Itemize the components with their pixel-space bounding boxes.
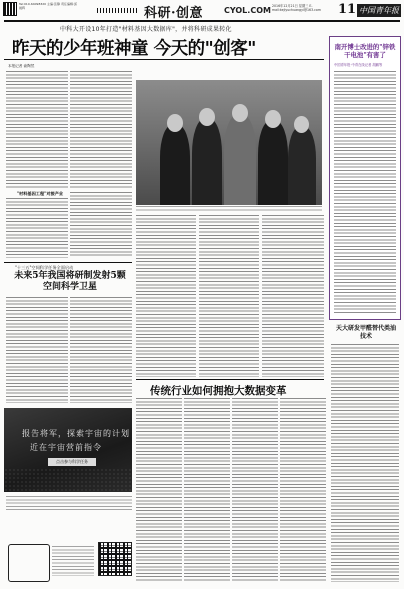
story-col-6 [199,215,259,377]
page-number: 11 [338,2,357,17]
person-figure [288,127,316,205]
section-title: 科研·创意 [144,6,204,21]
ad-line-1: 报告将军，探索宇宙的计划 [22,429,130,438]
lead-text-col-1 [6,71,68,189]
lead-text-col-2 [70,71,132,189]
bottom-col-3 [232,398,278,582]
person-head [265,110,281,128]
qr-code-icon [4,3,16,15]
story-col-7 [262,215,324,377]
person-head [199,108,215,126]
masthead [4,2,400,22]
lead-byline: 本报记者 俞陶然 [8,64,35,68]
person-figure [224,115,256,205]
sidebar-text [334,71,396,315]
promo-text [52,546,94,576]
left-kicker: "十三五"空间科学任务全面启动 [15,265,74,270]
left-text-col-1 [6,297,68,403]
ad-line-2: 近在宇宙营前指令 [30,443,102,452]
person-figure [160,125,190,205]
left-headline[interactable]: 未来5年我国将研制发射5颗空间科学卫星 [14,271,126,292]
sidebar-title[interactable]: 南开博士改进的"锌铁干电池"有害了 [334,43,396,59]
person-head [294,116,309,133]
qr-code-icon[interactable] [98,542,132,576]
bottom-headline[interactable]: 传统行业如何拥抱大数据变革 [150,385,287,397]
lead-text-col-4 [70,192,132,258]
person-figure [258,121,288,205]
person-head [167,114,183,132]
masthead-meta: Tel:010-64098320 主编:张静 责任编辑:邱晨辉 [19,2,78,10]
lead-subhead: "材料基因工程"对接产业 [16,191,64,196]
lead-text-col-3 [6,198,68,258]
group-photo[interactable] [136,80,322,205]
advertisement[interactable] [4,408,132,492]
ad-caption [6,496,132,510]
divider [4,262,132,263]
sidebar-byline: 中国青年报·中青在线记者 胡鹏等 [334,63,383,67]
photo-caption [136,206,322,212]
bottom-col-4 [280,398,326,582]
lead-kicker: 中科大开设10年打造"材料基因大数据库"，并将科研成果转化 [60,26,232,33]
site-logo[interactable]: CYOL.COM [224,6,271,15]
ad-pattern [4,468,132,492]
side-story-text [331,344,399,582]
bottom-col-1 [136,398,182,582]
divider [4,59,324,60]
side-headline[interactable]: 天大研发甲醛替代类油技术 [335,325,396,340]
sidebar-box [329,36,401,320]
person-figure [192,119,222,205]
issue-date: 2016年12月21日 星期三 E-mail:kejiyuchuangyi@163.com [272,4,321,12]
divider [136,379,324,380]
person-head [232,104,248,122]
ad-button[interactable]: 点击参与科学任务 [48,458,96,466]
story-col-5 [136,215,196,377]
lead-headline[interactable]: 昨天的少年班神童 今天的"创客" [12,39,256,59]
bottom-col-2 [184,398,230,582]
section-decoration [97,8,139,13]
paper-logo: 中国青年报 [359,6,399,15]
left-text-col-2 [70,297,132,403]
app-logo-icon [8,544,50,582]
